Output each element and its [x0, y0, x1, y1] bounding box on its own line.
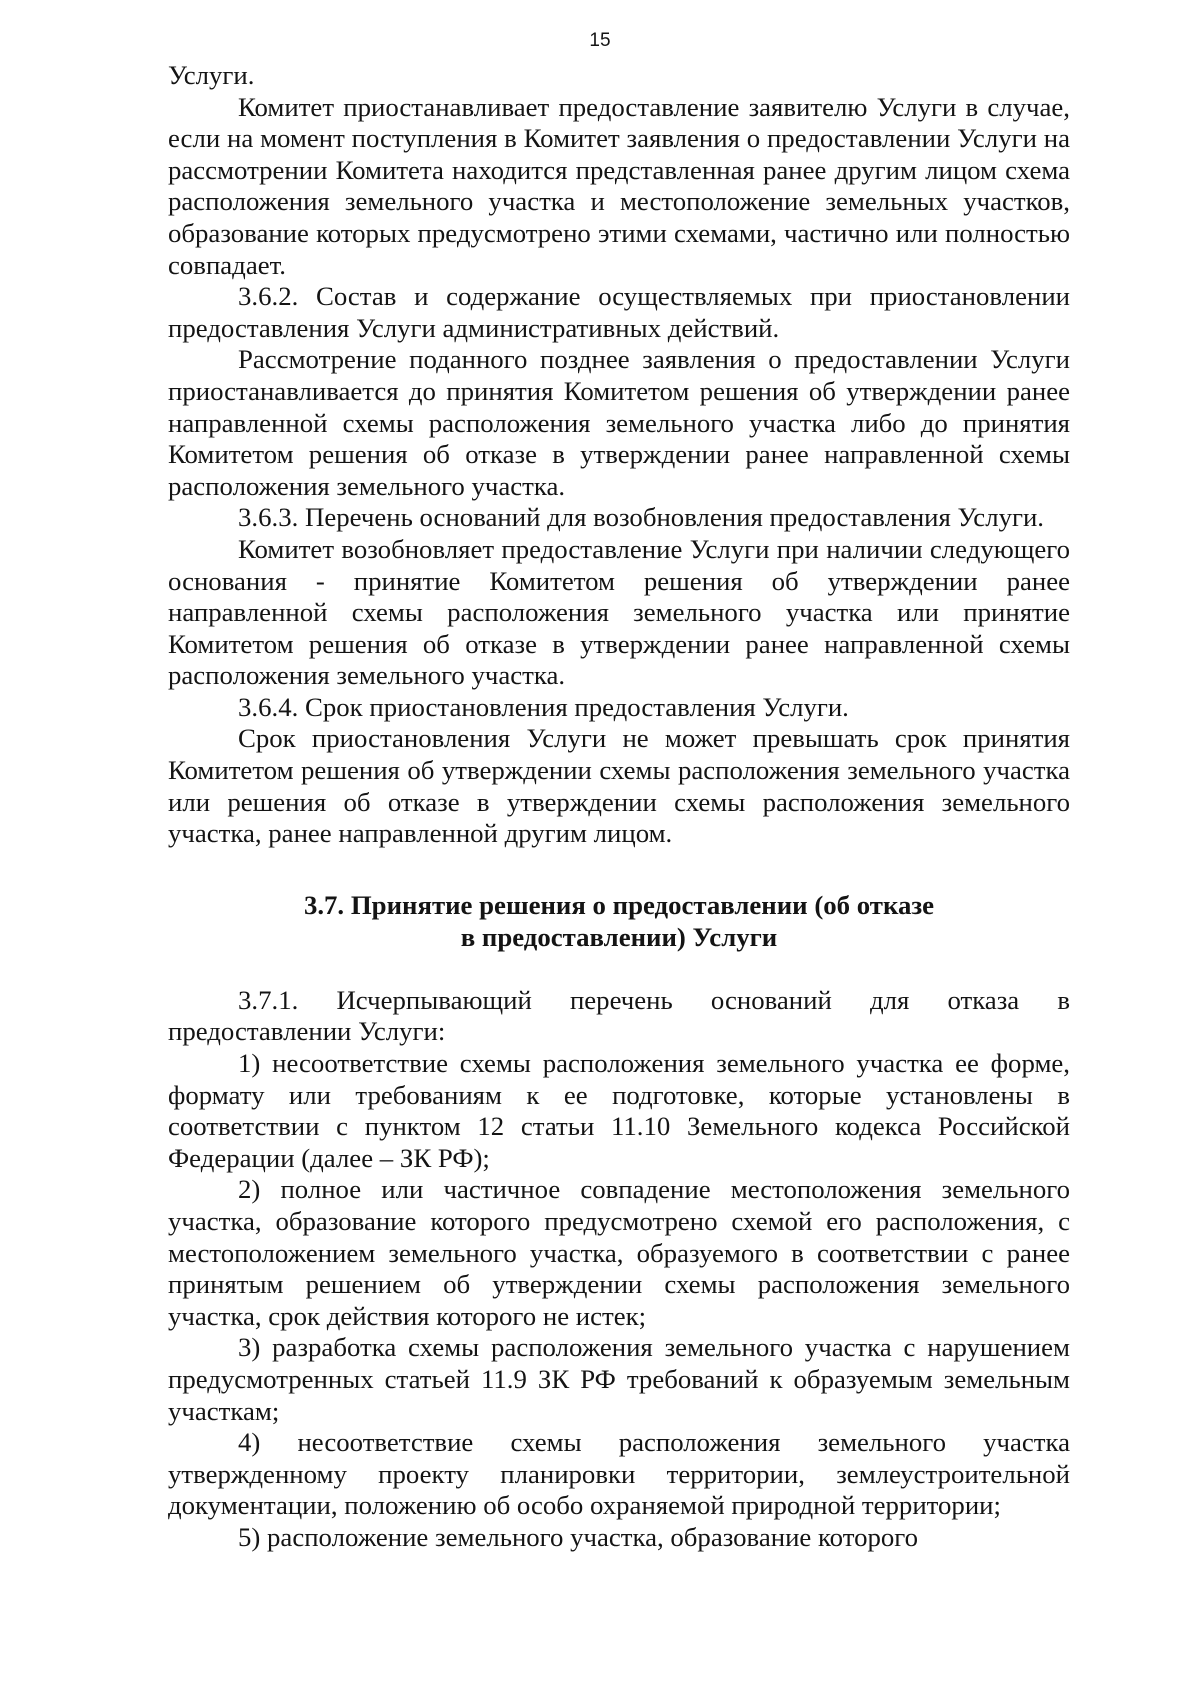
- list-item: 3) разработка схемы расположения земельного участка с нарушением предусмотренных статьей 11.9 ЗК РФ требований к образуемым земельным участкам;: [168, 1332, 1070, 1426]
- list-item: 4) несоответствие схемы расположения земельного участка утвержденному проекту планировки территории, землеустроительной документации, положению об особо охраняемой природной территории;: [168, 1427, 1070, 1521]
- paragraph: Срок приостановления Услуги не может превышать срок принятия Комитетом решения об утверждении схемы расположения земельного участка или решения об отказе в утверждении схемы расположения земельного участка, ранее направленной другим лицом.: [168, 723, 1070, 849]
- page-number: 15: [589, 30, 611, 51]
- paragraph: 3.6.2. Состав и содержание осуществляемых при приостановлении предоставления Услуги административных действий.: [168, 281, 1070, 343]
- section-heading-line: в предоставлении) Услуги: [460, 921, 778, 952]
- paragraph: Комитет приостанавливает предоставление заявителю Услуги в случае, если на момент поступления в Комитет заявления о предоставлении Услуги на рассмотрении Комитета находится представленная ранее другим лицом схема расположения земельного участка и местоположение земельных участков, образование которых предусмотрено этими схемами, частично или полностью совпадает.: [168, 91, 1070, 280]
- paragraph: Услуги.: [168, 60, 255, 90]
- document-body: [168, 60, 1070, 1554]
- list-item: 5) расположение земельного участка, образование которого: [238, 1521, 918, 1552]
- paragraph: Комитет возобновляет предоставление Услуги при наличии следующего основания - принятие Комитетом решения об утверждении ранее направленной схемы расположения земельного участка или принятие Комитетом решения об отказе в утверждении ранее направленной схемы расположения земельного участка.: [168, 533, 1070, 691]
- paragraph: 3.7.1. Исчерпывающий перечень оснований для отказа в предоставлении Услуги:: [168, 984, 1070, 1047]
- list-item: 1) несоответствие схемы расположения земельного участка ее форме, формату или требованиям к ее подготовке, которые установлены в соответствии с пунктом 12 статьи 11.10 Земельного кодекса Российской Федерации (далее – ЗК РФ);: [168, 1048, 1070, 1173]
- list-item: 2) полное или частичное совпадение местоположения земельного участка, образование которого предусмотрено схемой его расположения, с местоположением земельного участка, образуемого в соответствии с ранее принятым решением об утверждении схемы расположения земельного участка, срок действия которого не истек;: [168, 1174, 1070, 1331]
- paragraph: Рассмотрение поданного позднее заявления о предоставлении Услуги приостанавливается до принятия Комитетом решения об утверждении ранее направленной схемы расположения земельного участка либо до принятия Комитетом решения об отказе в утверждении ранее направленной схемы расположения земельного участка.: [168, 344, 1070, 501]
- paragraph: 3.6.4. Срок приостановления предоставления Услуги.: [238, 691, 849, 722]
- paragraph: 3.6.3. Перечень оснований для возобновления предоставления Услуги.: [238, 502, 1044, 533]
- section-heading: [168, 889, 1070, 953]
- section-heading-line: 3.7. Принятие решения о предоставлении (об отказе: [303, 889, 935, 920]
